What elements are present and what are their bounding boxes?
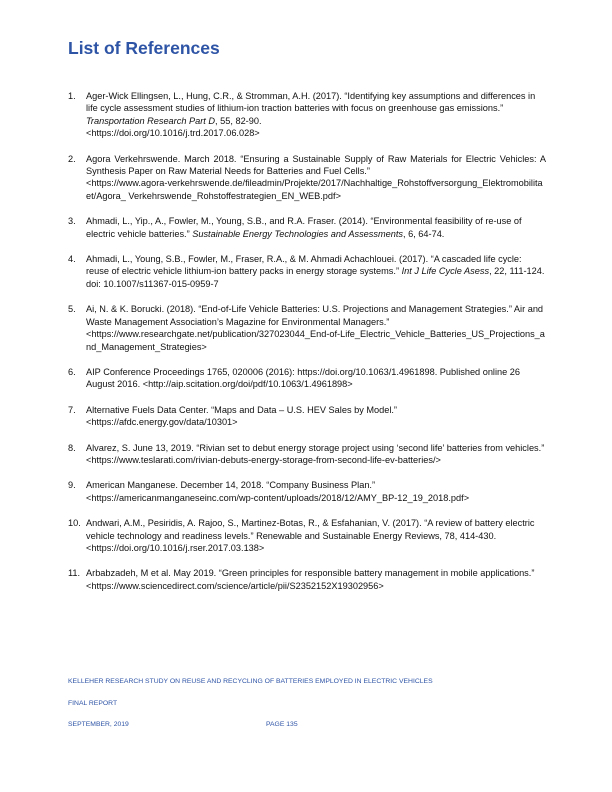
page-number: PAGE 135 [266, 721, 298, 728]
reference-item [68, 517, 546, 554]
reference-number: 8. [68, 442, 76, 453]
reference-text: Andwari, A.M., Pesiridis, A. Rajoo, S., Martinez-Botas, R., & Esfahanian, V. (2017). “A review of battery electric vehicle technology and readiness levels.” Renewable and Sustainable Energy Reviews, 78, 414-430. <https://doi.org/10.1016/j.rser.2017.03.138> [86, 518, 535, 553]
reference-citation-details: , 22, 111-124. doi: 10.1007/s11367-015-0959-7 [86, 266, 545, 289]
reference-source-title: Transportation Research Part D [86, 115, 216, 126]
reference-text: Alvarez, S. June 13, 2019. “Rivian set to debut energy storage project using ‘second life’ batteries from vehicles.” <https://www.teslarati.com/rivian-debuts-energy-storage-from-second-life-ev-batteries/> [86, 442, 545, 465]
reference-text: Arbabzadeh, M et al. May 2019. “Green principles for responsible battery management in mobile applications.” [86, 568, 535, 579]
reference-number: 2. [68, 153, 76, 164]
reference-text: Ahmadi, L., Yip., A., Fowler, M., Young, S.B., and R.A. Fraser. (2014). “Environmental feasibility of re-use of electric vehicle batteries.” [86, 216, 522, 239]
reference-body [86, 442, 546, 467]
reference-body [86, 90, 546, 140]
reference-text: Alternative Fuels Data Center. “Maps and Data – U.S. HEV Sales by Model.” [86, 404, 397, 415]
footer-date: SEPTEMBER, 2019 [68, 721, 129, 728]
reference-number: 7. [68, 404, 76, 415]
reference-text: Ai, N. & K. Borucki. (2018). “End-of-Life Vehicle Batteries: U.S. Projections and Management Strategies.” Air and Waste Management Association’s Magazine for Environmental Managers.” [86, 304, 544, 327]
reference-number: 10. [68, 518, 81, 529]
reference-url: <https://americanmanganeseinc.com/wp-content/uploads/2018/12/AMY_BP-12_19_2018.pdf> [86, 492, 470, 503]
reference-citation-details: , 55, 82-90. [215, 115, 262, 126]
reference-number: 6. [68, 366, 76, 377]
reference-item [68, 90, 546, 140]
reference-item [68, 253, 546, 290]
reference-source-title: Sustainable Energy Technologies and Assessments [192, 228, 403, 239]
reference-number: 9. [68, 480, 76, 491]
reference-body [86, 153, 546, 203]
reference-url: <https://doi.org/10.1016/j.trd.2017.06.028> [86, 128, 260, 139]
reference-item [68, 442, 546, 467]
reference-item [68, 479, 546, 504]
reference-number: 1. [68, 91, 76, 101]
reference-body [86, 517, 546, 554]
reference-number: 11. [68, 568, 81, 579]
footer-study-title: KELLEHER RESEARCH STUDY ON REUSE AND RECYCLING OF BATTERIES EMPLOYED IN ELECTRIC VEHICLES [68, 678, 433, 685]
reference-body [86, 303, 546, 353]
reference-source-title: Int J Life Cycle Asess [401, 266, 490, 277]
reference-item [68, 404, 546, 429]
reference-url: <https://www.sciencedirect.com/science/article/pii/S2352152X19302956> [86, 580, 384, 591]
reference-url: <https://afdc.energy.gov/data/10301> [86, 417, 238, 428]
reference-number: 5. [68, 304, 76, 315]
reference-item [68, 567, 546, 592]
reference-citation-details: , 6, 64-74. [402, 228, 445, 239]
footer-report-type: FINAL REPORT [68, 700, 118, 707]
reference-url: <https://www.agora-verkehrswende.de/fileadmin/Projekte/2017/Nachhaltige_Rohstoffversorgung_Elektromobilitaet/Agora_ Verkehrswende_Rohstoffestrategien_EN_WEB.pdf> [86, 178, 543, 201]
reference-list [68, 90, 546, 605]
reference-text: AIP Conference Proceedings 1765, 020006 (2016): https://doi.org/10.1063/1.4961898. Published online 26 August 2016. <http://aip.scitation.org/doi/pdf/10.1063/1.4961898> [86, 366, 521, 390]
reference-item [68, 366, 546, 391]
reference-body [86, 253, 546, 290]
reference-url: <https://www.researchgate.net/publication/327023044_End-of-Life_Electric_Vehicle_Batteries_US_Projections_and_Management_Strategies> [86, 329, 545, 352]
reference-text: American Manganese. December 14, 2018. “Company Business Plan.” [86, 480, 376, 491]
reference-body [86, 567, 546, 592]
reference-body [86, 366, 546, 391]
reference-item [68, 215, 546, 240]
reference-text: Ahmadi, L., Young, S.B., Fowler, M., Fraser, R.A., & M. Ahmadi Achachlouei. (2017). “A cascaded life cycle: reuse of electric vehicle lithium-ion battery packs in energy storage systems.” [86, 254, 522, 277]
footer-date-line [68, 721, 298, 728]
reference-number: 4. [68, 254, 76, 265]
reference-item [68, 303, 546, 353]
page-title: List of References [68, 38, 220, 58]
reference-body [86, 479, 546, 504]
reference-text: Agora Verkehrswende. March 2018. “Ensuring a Sustainable Supply of Raw Materials for Electric Vehicles: A Synthesis Paper on Raw Material Needs for Batteries and Fuel Cells.” [86, 153, 546, 177]
reference-body [86, 215, 546, 240]
reference-body [86, 404, 546, 429]
reference-text: Ager-Wick Ellingsen, L., Hung, C.R., & Stromman, A.H. (2017). “Identifying key assumptions and differences in life cycle assessment studies of lithium-ion traction batteries with focus on greenhouse gas emissions.” [86, 91, 536, 114]
reference-number: 3. [68, 216, 76, 227]
reference-item [68, 153, 546, 203]
